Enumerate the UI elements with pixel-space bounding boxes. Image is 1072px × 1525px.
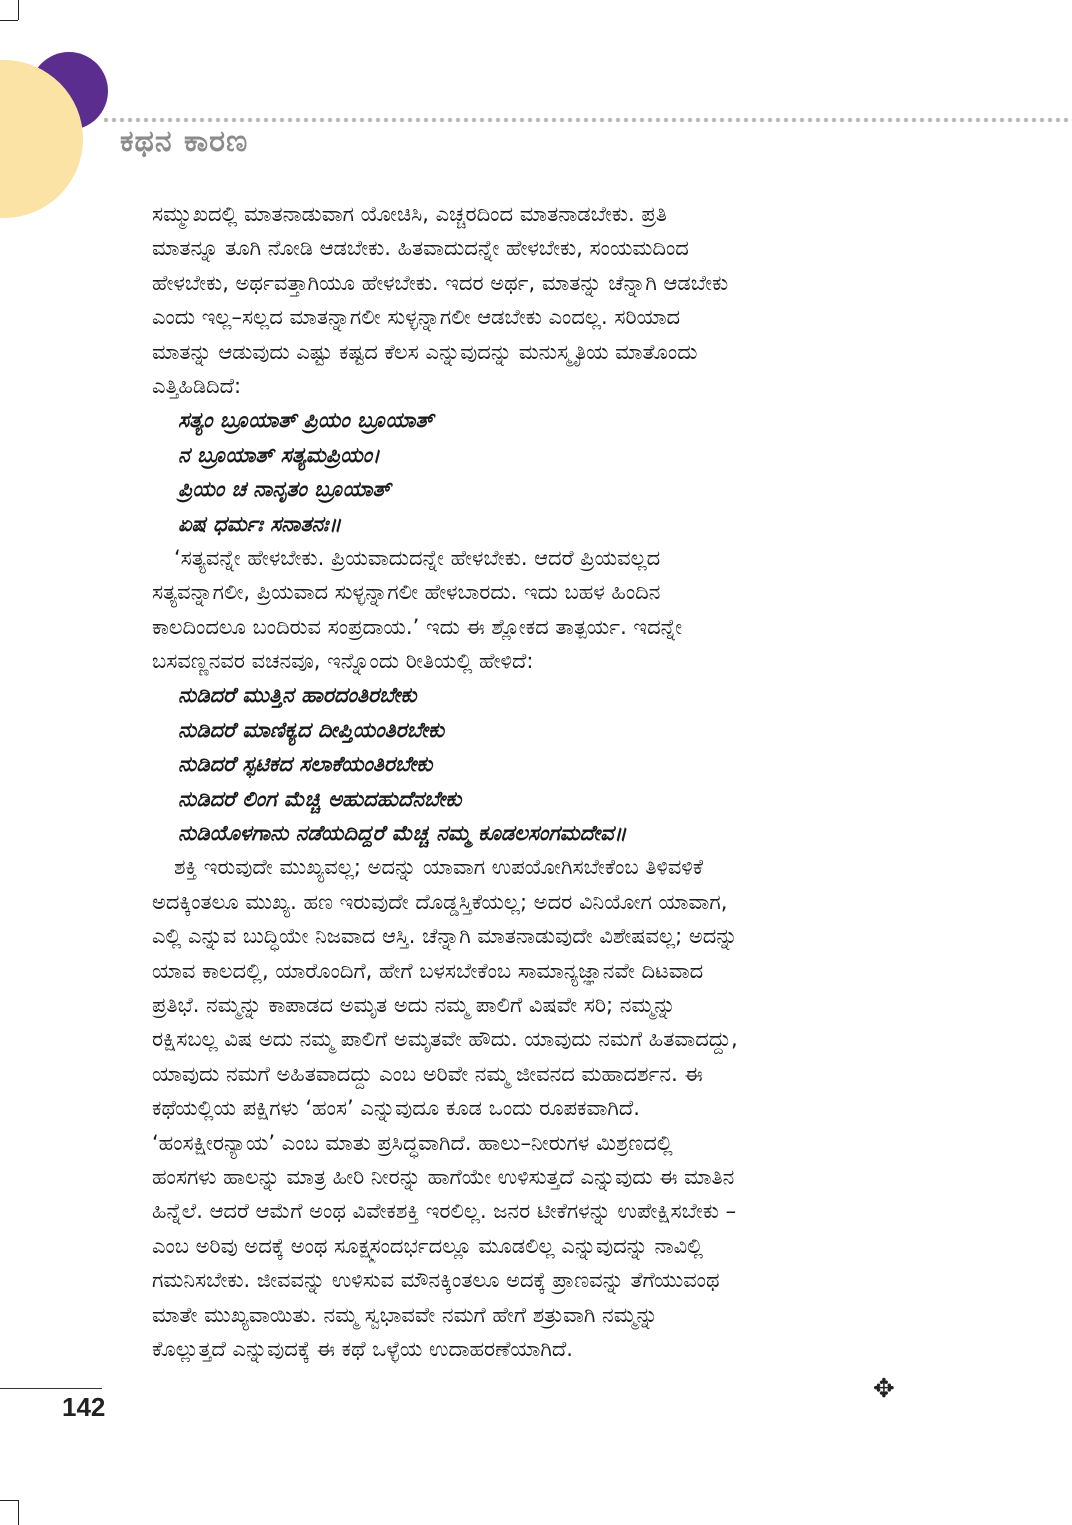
sanskrit-verse-line: ಸತ್ಯಂ ಬ್ರೂಯಾತ್ ಪ್ರಿಯಂ ಬ್ರೂಯಾತ್ bbox=[178, 408, 434, 433]
crop-mark-top-left bbox=[18, 0, 19, 20]
paragraph-line: ಕಥೆಯಲ್ಲಿಯ ಪಕ್ಷಿಗಳು ‘ಹಂಸ’ ಎನ್ನುವುದೂ ಕೂಡ ಒಂದು ರೂಪಕವಾಗಿದೆ. bbox=[152, 1096, 640, 1121]
paragraph-line: ಪ್ರತಿಭೆ. ನಮ್ಮನ್ನು ಕಾಪಾಡದ ಅಮೃತ ಅದು ನಮ್ಮ ಪಾಲಿಗೆ ವಿಷವೇ ಸರಿ; ನಮ್ಮನ್ನು bbox=[152, 992, 676, 1017]
paragraph-line: ಹಿನ್ನೆಲೆ. ಆದರೆ ಆಮೆಗೆ ಅಂಥ ವಿವೇಕಶಕ್ತಿ ಇರಲಿಲ್ಲ. ಜನರ ಟೀಕೆಗಳನ್ನು ಉಪೇಕ್ಷಿಸಬೇಕು – bbox=[152, 1199, 737, 1224]
paragraph-line: ‘ಸತ್ಯವನ್ನೇ ಹೇಳಬೇಕು. ಪ್ರಿಯವಾದುದನ್ನೇ ಹೇಳಬೇಕು. ಆದರೆ ಪ್ರಿಯವಲ್ಲದ bbox=[174, 545, 661, 570]
paragraph-line: ಎಂಬ ಅರಿವು ಅದಕ್ಕೆ ಅಂಥ ಸೂಕ್ಷ್ಮಸಂದರ್ಭದಲ್ಲೂ ಮೂಡಲಿಲ್ಲ ಎನ್ನುವುದನ್ನು ನಾವಿಲ್ಲಿ bbox=[152, 1233, 704, 1258]
paragraph-line: ಸತ್ಯವನ್ನಾಗಲೀ, ಪ್ರಿಯವಾದ ಸುಳ್ಳನ್ನಾಗಲೀ ಹೇಳಬಾರದು. ಇದು ಬಹಳ ಹಿಂದಿನ bbox=[152, 580, 661, 605]
paragraph-line: ಕೊಲ್ಲುತ್ತದೆ ಎನ್ನುವುದಕ್ಕೆ ಈ ಕಥೆ ಒಳ್ಳೆಯ ಉದಾಹರಣೆಯಾಗಿದೆ. bbox=[152, 1336, 573, 1361]
vachana-verse-line: ನುಡಿದರೆ ಮಾಣಿಕ್ಯದ ದೀಪ್ತಿಯಂತಿರಬೇಕು bbox=[178, 717, 445, 742]
section-title: ಕಥನ ಕಾರಣ bbox=[120, 124, 249, 159]
paragraph-line: ರಕ್ಷಿಸಬಲ್ಲ ವಿಷ ಅದು ನಮ್ಮ ಪಾಲಿಗೆ ಅಮೃತವೇ ಹೌದು. ಯಾವುದು ನಮಗೆ ಹಿತವಾದದ್ದು, bbox=[152, 1027, 738, 1052]
ornament-icon: ✥ bbox=[873, 1374, 895, 1404]
paragraph-line: ಎಲ್ಲಿ ಎನ್ನುವ ಬುದ್ಧಿಯೇ ನಿಜವಾದ ಆಸ್ತಿ. ಚೆನ್ನಾಗಿ ಮಾತನಾಡುವುದೇ ವಿಶೇಷವಲ್ಲ; ಅದನ್ನು bbox=[152, 924, 738, 949]
paragraph-line: ಎತ್ತಿಹಿಡಿದಿದೆ: bbox=[152, 373, 242, 398]
vachana-verse-line: ನುಡಿದರೆ ಸ್ಫಟಿಕದ ಸಲಾಕೆಯಂತಿರಬೇಕು bbox=[178, 752, 433, 777]
paragraph-line: ಎಂದು ಇಲ್ಲ–ಸಲ್ಲದ ಮಾತನ್ನಾಗಲೀ ಸುಳ್ಳನ್ನಾಗಲೀ ಆಡಬೇಕು ಎಂದಲ್ಲ. ಸರಿಯಾದ bbox=[152, 305, 681, 330]
paragraph-line: ಸಮ್ಮುಖದಲ್ಲಿ ಮಾತನಾಡುವಾಗ ಯೋಚಿಸಿ, ಎಚ್ಚರದಿಂದ ಮಾತನಾಡಬೇಕು. ಪ್ರತಿ bbox=[152, 202, 667, 226]
paragraph-line: ಯಾವ ಕಾಲದಲ್ಲಿ, ಯಾರೊಂದಿಗೆ, ಹೇಗೆ ಬಳಸಬೇಕೆಂಬ ಸಾಮಾನ್ಯಜ್ಞಾನವೇ ದಿಟವಾದ bbox=[152, 958, 704, 983]
body-text bbox=[152, 197, 900, 1366]
paragraph-line: ಕಾಲದಿಂದಲೂ ಬಂದಿರುವ ಸಂಪ್ರದಾಯ.’ ಇದು ಈ ಶ್ಲೋಕದ ತಾತ್ಪರ್ಯ. ಇದನ್ನೇ bbox=[152, 614, 683, 639]
paragraph-line: ‘ಹಂಸಕ್ಷೀರನ್ಯಾಯ’ ಎಂಬ ಮಾತು ಪ್ರಸಿದ್ಧವಾಗಿದೆ. ಹಾಲು–ನೀರುಗಳ ಮಿಶ್ರಣದಲ್ಲಿ bbox=[152, 1130, 673, 1155]
sanskrit-verse-line: ಪ್ರಿಯಂ ಚ ನಾನೃತಂ ಬ್ರೂಯಾತ್ bbox=[178, 477, 391, 502]
paragraph-line: ಗಮನಿಸಬೇಕು. ಜೀವವನ್ನು ಉಳಿಸುವ ಮೌನಕ್ಕಿಂತಲೂ ಅದಕ್ಕೆ ಪ್ರಾಣವನ್ನು ತೆಗೆಯುವಂಥ bbox=[152, 1268, 720, 1293]
dotted-rule bbox=[102, 117, 1072, 123]
vachana-verse-line: ನುಡಿದರೆ ಮುತ್ತಿನ ಹಾರದಂತಿರಬೇಕು bbox=[178, 683, 417, 708]
crop-mark-top-left-horizontal bbox=[0, 20, 18, 21]
page-number: 142 bbox=[62, 1392, 106, 1422]
paragraph-line: ಬಸವಣ್ಣನವರ ವಚನವೂ, ಇನ್ನೊಂದು ರೀತಿಯಲ್ಲಿ ಹೇಳಿದೆ: bbox=[152, 649, 534, 674]
crop-mark-bottom-left bbox=[18, 1500, 19, 1525]
sanskrit-verse-line: ಏಷ ಧರ್ಮಃ ಸನಾತನಃ॥ bbox=[178, 511, 342, 536]
paragraph-line: ಮಾತನ್ನೂ ತೂಗಿ ನೋಡಿ ಆಡಬೇಕು. ಹಿತವಾದುದನ್ನೇ ಹೇಳಬೇಕು, ಸಂಯಮದಿಂದ bbox=[152, 236, 689, 261]
vachana-verse-line: ನುಡಿದರೆ ಲಿಂಗ ಮೆಚ್ಚಿ ಅಹುದಹುದೆನಬೇಕು bbox=[178, 786, 462, 811]
paragraph-line: ಶಕ್ತಿ ಇರುವುದೇ ಮುಖ್ಯವಲ್ಲ; ಅದನ್ನು ಯಾವಾಗ ಉಪಯೋಗಿಸಬೇಕೆಂಬ ತಿಳಿವಳಿಕೆ bbox=[174, 855, 704, 880]
paragraph-line: ಮಾತನ್ನು ಆಡುವುದು ಎಷ್ಟು ಕಷ್ಟದ ಕೆಲಸ ಎನ್ನುವುದನ್ನು ಮನುಸ್ಮೃತಿಯ ಮಾತೊಂದು bbox=[152, 339, 698, 364]
paragraph-line: ಹೇಳಬೇಕು, ಅರ್ಥವತ್ತಾಗಿಯೂ ಹೇಳಬೇಕು. ಇದರ ಅರ್ಥ, ಮಾತನ್ನು ಚೆನ್ನಾಗಿ ಆಡಬೇಕು bbox=[152, 270, 729, 295]
vachana-verse-line: ನುಡಿಯೊಳಗಾನು ನಡೆಯದಿದ್ದರೆ ಮೆಚ್ಚ ನಮ್ಮ ಕೂಡಲಸಂಗಮದೇವ॥ bbox=[178, 821, 627, 846]
footer-rule bbox=[0, 1388, 102, 1389]
paragraph-line: ಯಾವುದು ನಮಗೆ ಅಹಿತವಾದದ್ದು ಎಂಬ ಅರಿವೇ ನಮ್ಮ ಜೀವನದ ಮಹಾದರ್ಶನ. ಈ bbox=[152, 1061, 703, 1086]
crop-mark-bottom-left-horizontal bbox=[0, 1500, 18, 1501]
paragraph-line: ಮಾತೇ ಮುಖ್ಯವಾಯಿತು. ನಮ್ಮ ಸ್ವಭಾವವೇ ನಮಗೆ ಹೇಗೆ ಶತ್ರುವಾಗಿ ನಮ್ಮನ್ನು bbox=[152, 1302, 658, 1327]
sanskrit-verse-line: ನ ಬ್ರೂಯಾತ್ ಸತ್ಯಮಪ್ರಿಯಂ। bbox=[178, 442, 380, 467]
paragraph-line: ಅದಕ್ಕಿಂತಲೂ ಮುಖ್ಯ. ಹಣ ಇರುವುದೇ ದೊಡ್ಡಸ್ತಿಕೆಯಲ್ಲ; ಅದರ ವಿನಿಯೋಗ ಯಾವಾಗ, bbox=[152, 889, 728, 914]
paragraph-line: ಹಂಸಗಳು ಹಾಲನ್ನು ಮಾತ್ರ ಹೀರಿ ನೀರನ್ನು ಹಾಗೆಯೇ ಉಳಿಸುತ್ತದೆ ಎನ್ನುವುದು ಈ ಮಾತಿನ bbox=[152, 1164, 735, 1189]
